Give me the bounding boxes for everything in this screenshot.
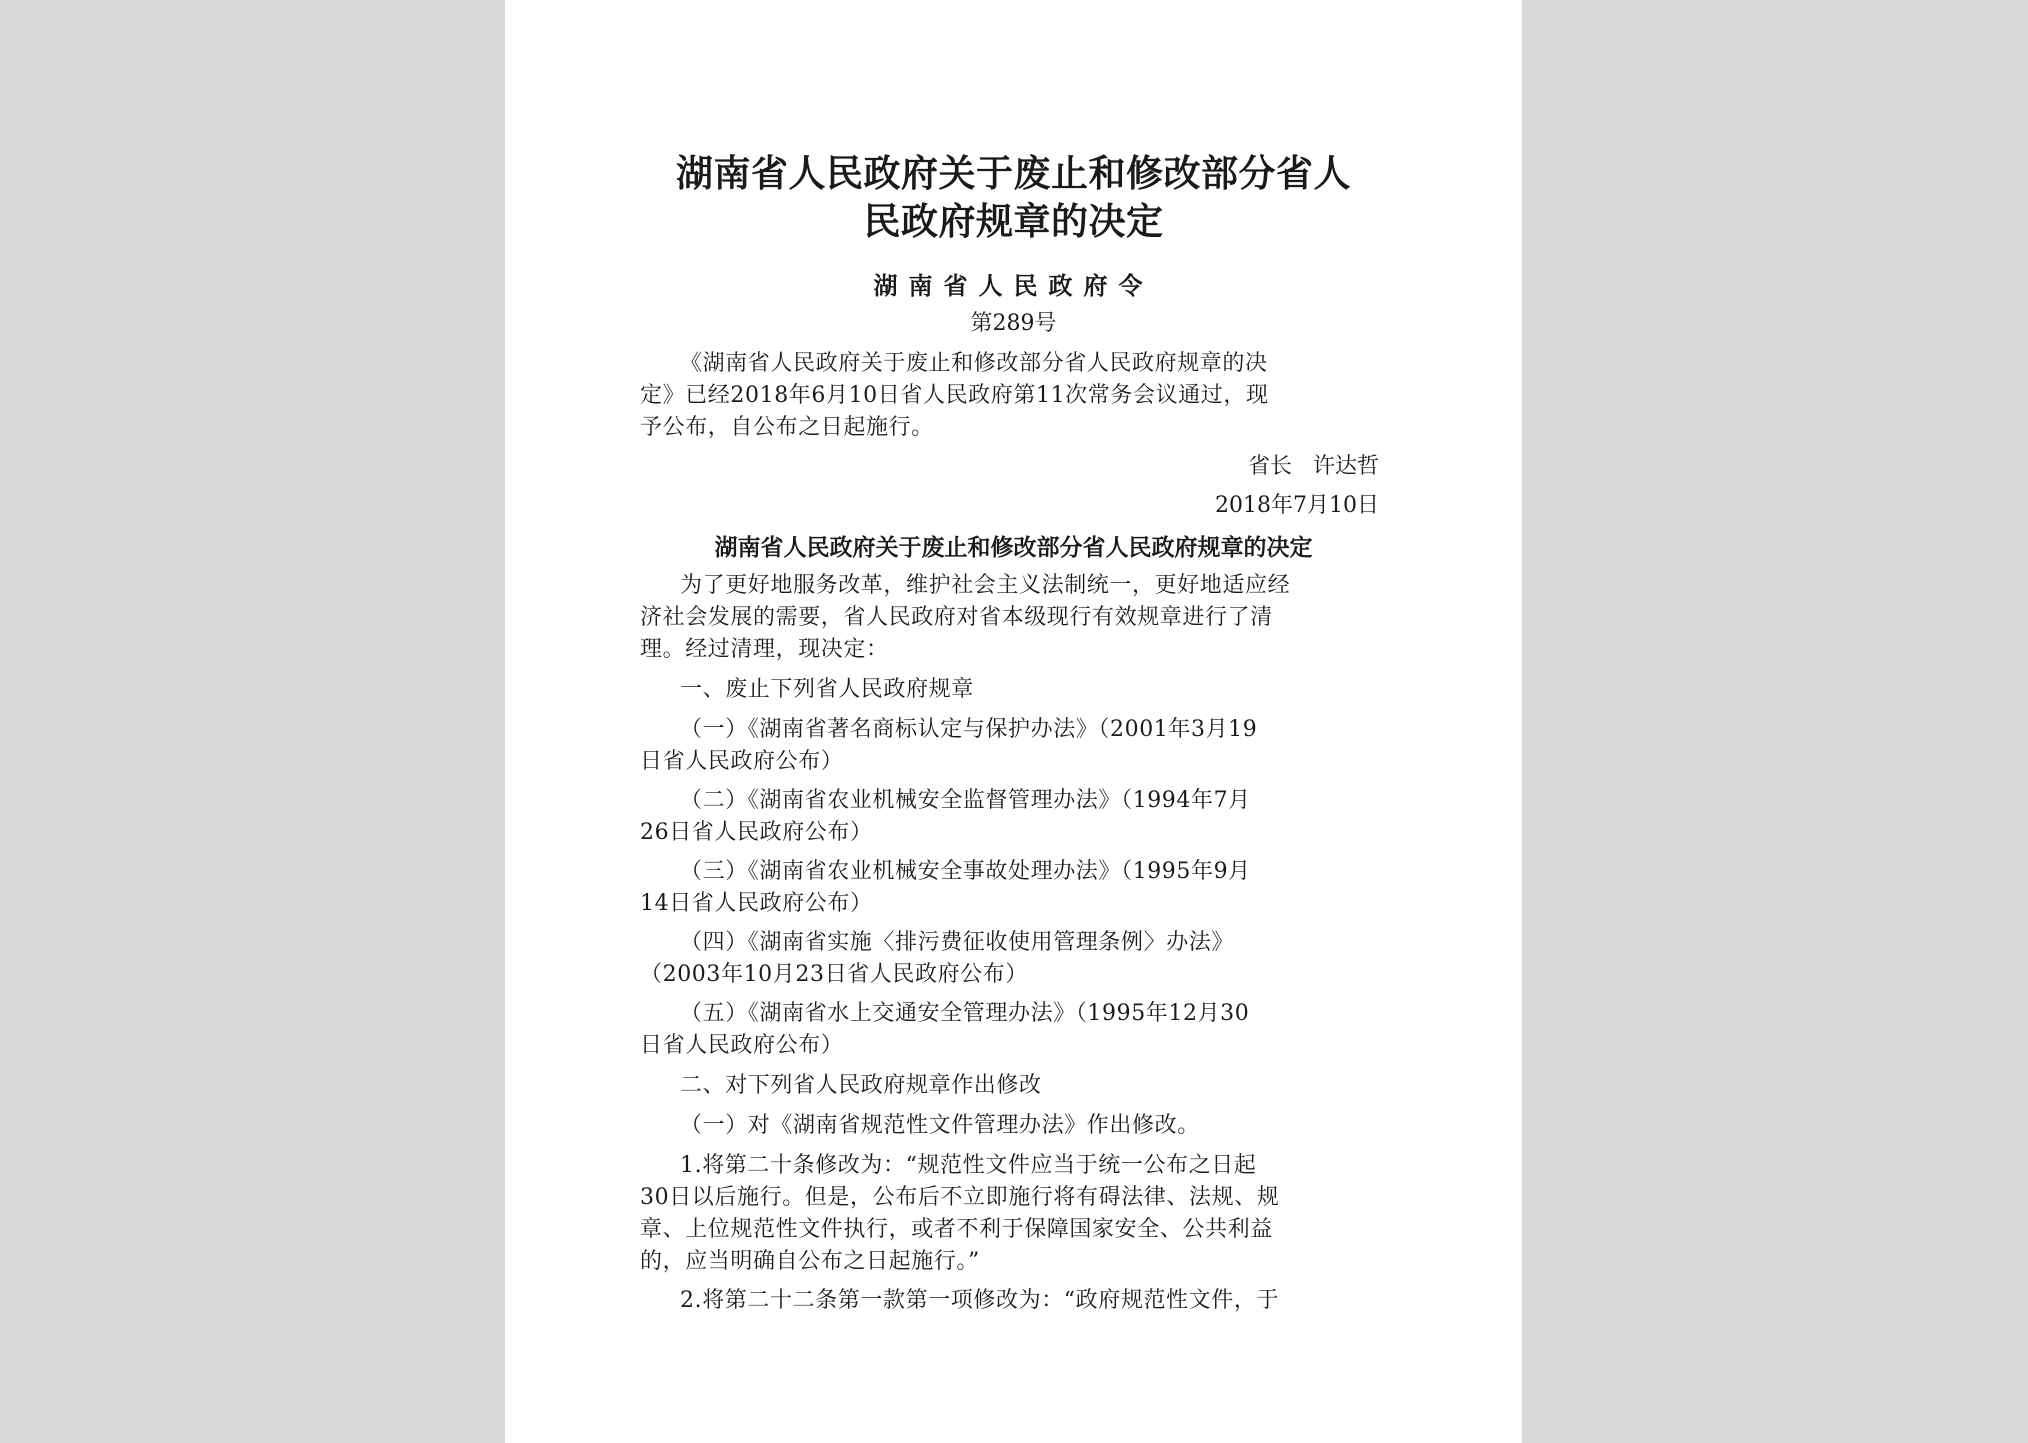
- intro-line: 济社会发展的需要，省人民政府对省本级现行有效规章进行了清: [640, 605, 1273, 630]
- signer: 省长 许达哲: [1248, 454, 1379, 479]
- repealed-item-line: 14日省人民政府公布）: [640, 891, 873, 916]
- preamble-line: 予公布，自公布之日起施行。: [640, 415, 934, 440]
- signing-date: 2018年7月10日: [1215, 493, 1379, 518]
- decision-title: 湖南省人民政府关于废止和修改部分省人民政府规章的决定: [714, 534, 1313, 561]
- order-number: 第289号: [970, 311, 1057, 336]
- amendment-item-line: 2.将第二十二条第一款第一项修改为：“政府规范性文件，于: [680, 1288, 1280, 1313]
- repealed-item-line: 日省人民政府公布）: [640, 749, 844, 774]
- intro-line: 理。经过清理，现决定：: [640, 637, 889, 662]
- order-heading: 湖南省人民政府令: [873, 271, 1154, 300]
- amendment-item-line: 章、上位规范性文件执行，或者不利于保障国家安全、公共利益: [640, 1217, 1273, 1242]
- section-1-heading: 一、废止下列省人民政府规章: [680, 677, 974, 702]
- repealed-item-line: （五）《湖南省水上交通安全管理办法》（1995年12月30: [680, 1001, 1250, 1026]
- intro-line: 为了更好地服务改革，维护社会主义法制统一，更好地适应经: [680, 573, 1291, 598]
- document-title-line-1: 湖南省人民政府关于废止和修改部分省人: [676, 151, 1351, 195]
- amendment-heading: （一）对《湖南省规范性文件管理办法》作出修改。: [680, 1113, 1200, 1138]
- repealed-item-line: （三）《湖南省农业机械安全事故处理办法》（1995年9月: [680, 859, 1251, 884]
- preamble-line: 定》已经2018年6月10日省人民政府第11次常务会议通过，现: [640, 383, 1269, 408]
- section-2-heading: 二、对下列省人民政府规章作出修改: [680, 1073, 1042, 1098]
- repealed-item-line: （2003年10月23日省人民政府公布）: [640, 962, 1028, 987]
- document-page: [505, 0, 1522, 1443]
- repealed-item-line: （一）《湖南省著名商标认定与保护办法》（2001年3月19: [680, 717, 1258, 742]
- amendment-item-line: 的，应当明确自公布之日起施行。”: [640, 1249, 980, 1274]
- repealed-item-line: 日省人民政府公布）: [640, 1033, 844, 1058]
- repealed-item-line: 26日省人民政府公布）: [640, 820, 873, 845]
- repealed-item-line: （四）《湖南省实施〈排污费征收使用管理条例〉办法》: [680, 930, 1235, 955]
- document-title-line-2: 民政府规章的决定: [863, 199, 1164, 243]
- preamble-line: 《湖南省人民政府关于废止和修改部分省人民政府规章的决: [680, 351, 1268, 376]
- amendment-item-line: 1.将第二十条修改为：“规范性文件应当于统一公布之日起: [680, 1153, 1257, 1178]
- repealed-item-line: （二）《湖南省农业机械安全监督管理办法》（1994年7月: [680, 788, 1251, 813]
- amendment-item-line: 30日以后施行。但是，公布后不立即施行将有碍法律、法规、规: [640, 1185, 1280, 1210]
